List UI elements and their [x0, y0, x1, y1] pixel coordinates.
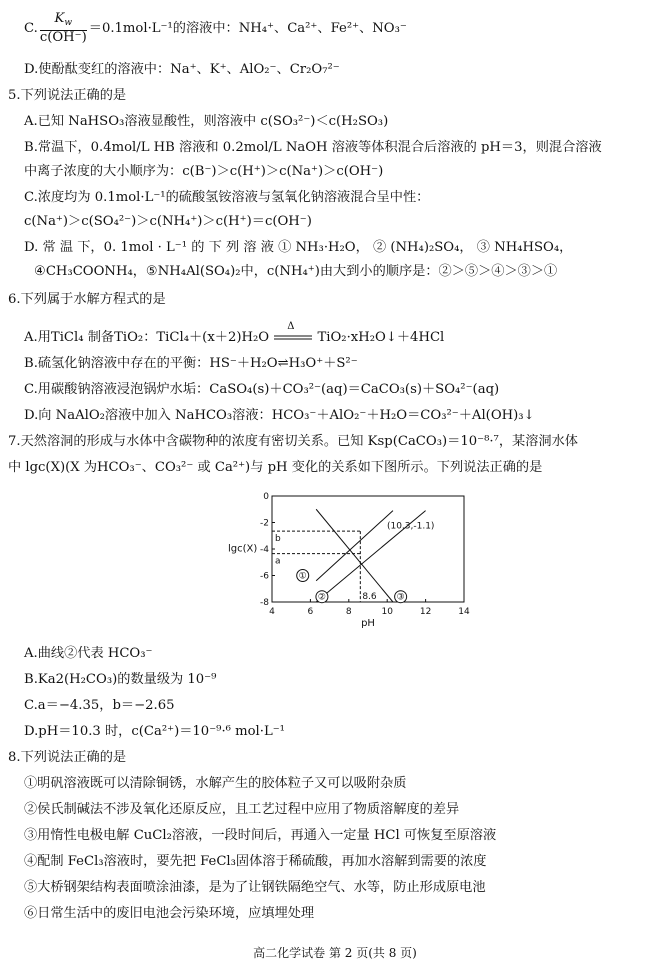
a-label: a: [275, 556, 281, 567]
q7-stem-line1: 7.天然溶洞的形成与水体中含碳物种的浓度有密切关系。已知 Ksp(CaCO₃)＝10⁻⁸·⁷，某溶洞水体: [8, 434, 578, 449]
q5-option-d-line2: ④CH₃COONH₄，⑤NH₄Al(SO₄)₂中，c(NH₄⁺)由大到小的顺序是：②＞⑤＞④＞③＞①: [34, 264, 558, 279]
q5-option-c-line2: c(Na⁺)＞c(SO₄²⁻)＞c(NH₄⁺)＞c(H⁺)＝c(OH⁻): [24, 214, 312, 229]
q6-option-b: B.硫氢化钠溶液中存在的平衡：HS⁻＋H₂O⇌H₃O⁺＋S²⁻: [24, 356, 358, 371]
ph-mark-label: 8.6: [362, 592, 377, 602]
q7-option-a: A.曲线②代表 HCO₃⁻: [24, 646, 153, 661]
x-tick-label: 8: [345, 607, 352, 617]
q4c-prefix: C.: [24, 21, 38, 36]
q4-option-c: [24, 12, 407, 45]
q5-option-b-line1: B.常温下，0.4mol/L HB 溶液和 0.2mol/L NaOH 溶液等体积混合后溶液的 pH＝3，则混合溶液: [24, 140, 602, 155]
q6a-left: A.用TiCl₄ 制备TiO₂：TiCl₄＋(x＋2)H₂O: [24, 330, 270, 345]
series-line-3: [316, 509, 393, 602]
y-tick-label: -2: [260, 518, 269, 529]
kw-subscript: w: [64, 18, 73, 28]
q8-item-4: ④配制 FeCl₃溶液时，要先把 FeCl₃固体溶于稀硫酸，再加水溶解到需要的浓度: [24, 854, 487, 869]
q5-option-a: A.已知 NaHSO₃溶液显酸性，则溶液中 c(SO₃²⁻)＜c(H₂SO₃): [24, 114, 389, 129]
q5-option-b-line2: 中离子浓度的大小顺序为：c(B⁻)＞c(H⁺)＞c(Na⁺)＞c(OH⁻): [24, 164, 384, 179]
y-tick-label: 0: [263, 492, 269, 502]
q6-stem: 6.下列属于水解方程式的是: [8, 292, 166, 307]
q6-option-a: [24, 321, 445, 346]
point-label: (10.3,-1.1): [386, 521, 435, 532]
q8-item-1: ①明矾溶液既可以清除铜锈，水解产生的胶体粒子又可以吸附杂质: [24, 776, 407, 791]
x-tick-label: 12: [419, 607, 432, 617]
q8-item-3: ③用惰性电极电解 CuCl₂溶液，一段时间后，再通入一定量 HCl 可恢复至原溶液: [24, 828, 497, 843]
x-tick-label: 6: [307, 607, 314, 617]
kw-symbol: K: [54, 11, 65, 26]
kw-denominator: c(OH⁻): [39, 30, 87, 45]
kw-fraction: [40, 12, 87, 45]
y-tick-label: -6: [260, 571, 269, 582]
series-label-3: ③: [396, 592, 405, 603]
x-tick-label: 10: [381, 607, 393, 617]
page-footer: 高二化学试卷 第 2 页(共 8 页): [253, 946, 417, 960]
q8-item-2: ②侯氏制碱法不涉及氧化还原反应，且工艺过程中应用了物质溶解度的差异: [24, 802, 460, 817]
q5-stem: 5.下列说法正确的是: [8, 88, 127, 103]
plot-frame: [272, 496, 464, 602]
q5-option-c-line1: C.浓度均为 0.1mol·L⁻¹的硫酸氢铵溶液与氢氧化钠溶液混合呈中性：: [24, 190, 430, 205]
series-label-1: ①: [298, 571, 307, 582]
q6-option-c: C.用碳酸钠溶液浸泡锅炉水垢：CaSO₄(s)＋CO₃²⁻(aq)＝CaCO₃(s)＋SO₄²⁻(aq): [24, 382, 500, 397]
x-tick-label: 4: [269, 607, 275, 617]
q6-option-d: D.向 NaAlO₂溶液中加入 NaHCO₃溶液：HCO₃⁻＋AlO₂⁻＋H₂O＝CO₃²⁻＋Al(OH)₃↓: [24, 408, 535, 423]
y-tick-label: -4: [260, 545, 269, 555]
lgc-ph-chart: [228, 490, 478, 640]
q8-stem: 8.下列说法正确的是: [8, 750, 127, 765]
q5-option-d-line1: D. 常 温 下，0. 1mol · L⁻¹ 的 下 列 溶 液 ① NH₃·H₂O， ② (NH₄)₂SO₄， ③ NH₄HSO₄，: [24, 240, 573, 255]
q7-option-b: B.Ka2(H₂CO₃)的数量级为 10⁻⁹: [24, 672, 217, 687]
q4c-text: ＝0.1mol·L⁻¹的溶液中：NH₄⁺、Ca²⁺、Fe²⁺、NO₃⁻: [88, 21, 407, 36]
heat-arrow: [273, 321, 313, 346]
b-label: b: [275, 534, 281, 545]
x-axis-label: pH: [361, 618, 375, 629]
q7-stem-line2: 中 lgc(X)(X 为HCO₃⁻、CO₃²⁻ 或 Ca²⁺)与 pH 变化的关系如下图所示。下列说法正确的是: [8, 460, 543, 475]
q8-item-6: ⑥日常生活中的废旧电池会污染环境，应填埋处理: [24, 906, 315, 921]
x-tick-label: 14: [458, 607, 470, 617]
y-tick-label: -8: [260, 598, 269, 608]
q6a-right: TiO₂·xH₂O↓＋4HCl: [317, 330, 445, 345]
series-label-2: ②: [317, 592, 326, 603]
q4-option-d: D.使酚酞变红的溶液中：Na⁺、K⁺、AlO₂⁻、Cr₂O₇²⁻: [24, 62, 340, 77]
q8-item-5: ⑤大桥钢架结构表面喷涂油漆，是为了让钢铁隔绝空气、水等，防止形成原电池: [24, 880, 486, 895]
y-axis-label: lgc(X): [228, 543, 258, 555]
q7-option-c: C.a＝−4.35，b＝−2.65: [24, 698, 175, 713]
heat-symbol: Δ: [287, 321, 295, 332]
q7-option-d: D.pH＝10.3 时，c(Ca²⁺)＝10⁻⁹·⁶ mol·L⁻¹: [24, 724, 285, 739]
